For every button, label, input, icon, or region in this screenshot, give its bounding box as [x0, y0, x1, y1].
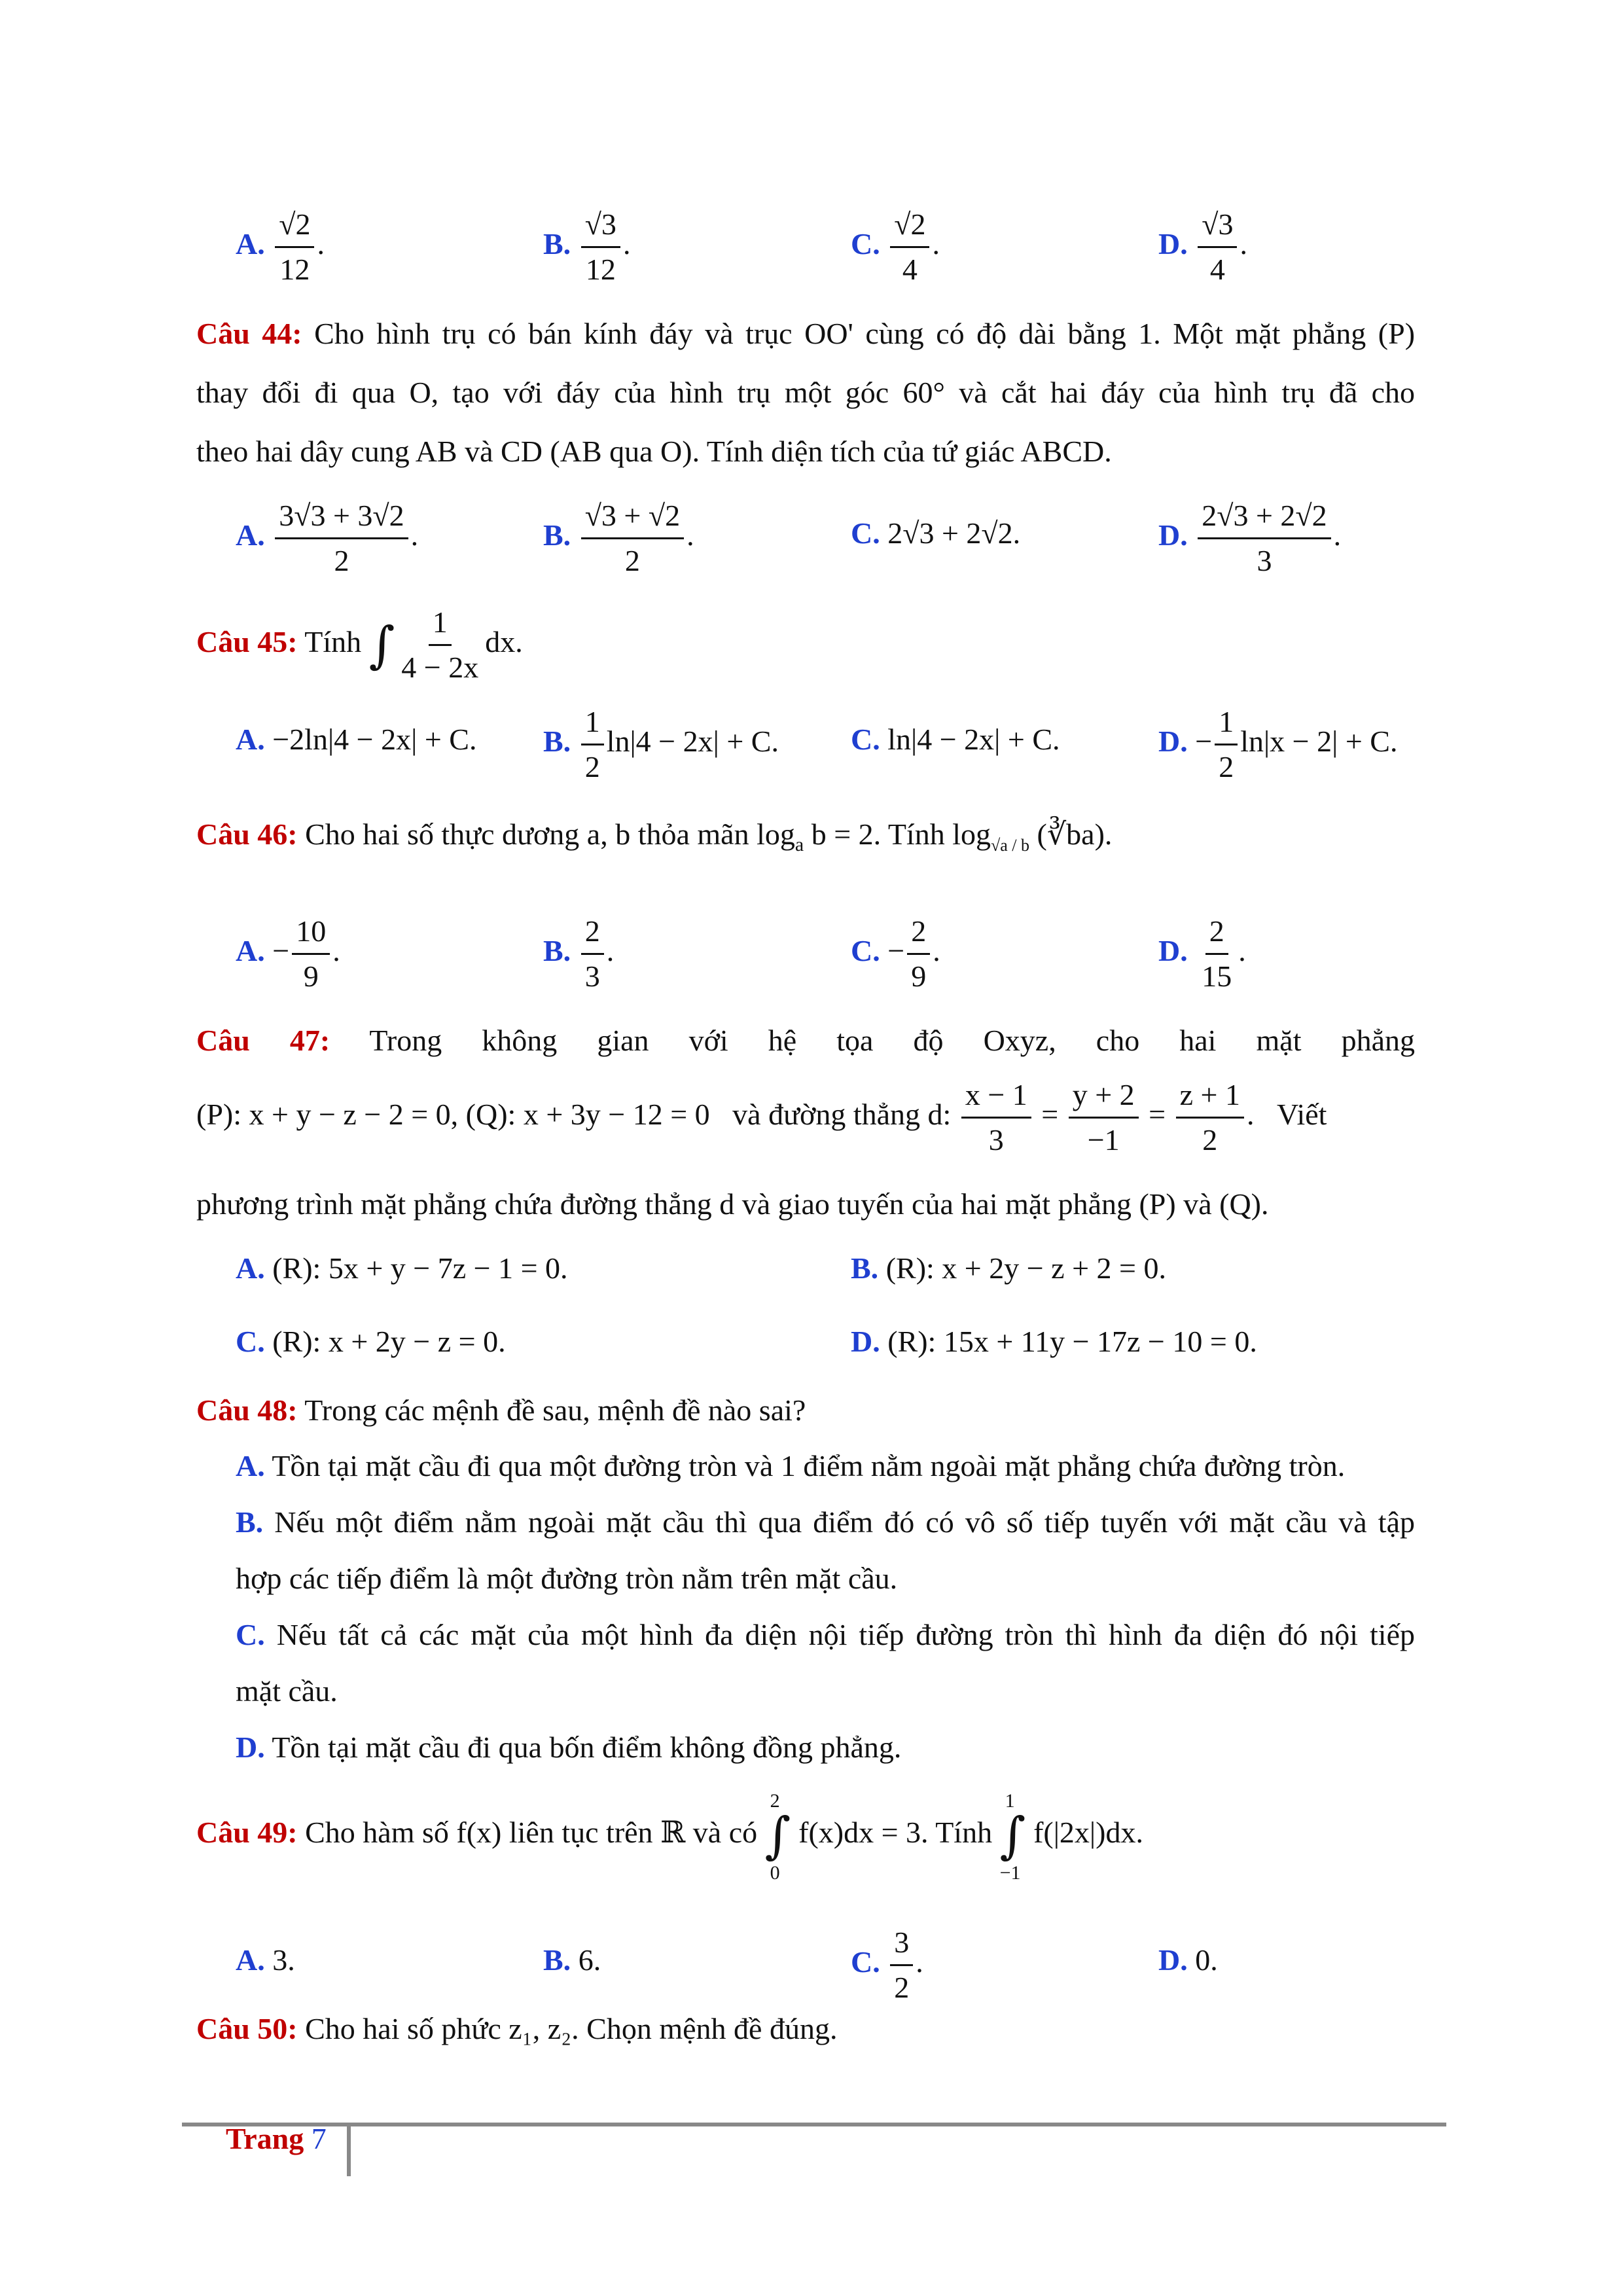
option-label: D. [851, 1325, 880, 1358]
q49-stem [196, 1790, 1143, 1884]
q45-option-a [236, 720, 476, 759]
q44-option-b: B. $\frac{√3 + √2}{2}$ . [543, 494, 694, 583]
numerator: 3 [890, 1921, 913, 1966]
question-label: Câu 45: [196, 625, 298, 659]
q48-option-d [236, 1728, 901, 1767]
footer-divider [182, 2123, 1446, 2126]
option-label: C. [236, 1325, 265, 1358]
q45-option-c [851, 720, 1060, 759]
denominator: 4 − 2x [401, 651, 479, 684]
option-text: 3. [272, 1943, 295, 1977]
denominator: 2 [334, 544, 349, 577]
question-label: Câu 49: [196, 1816, 298, 1849]
q44-line-2: thay đổi đi qua O, tạo với đáy của hình trụ một góc 60° và cắt hai đáy của hình trụ đã cho [196, 376, 1415, 409]
denominator: 15 [1202, 960, 1232, 993]
numerator: z + 1 [1176, 1073, 1244, 1119]
option-text: 2√3 + 2√2. [887, 516, 1021, 550]
option-text: ln|4 − 2x| + C. [887, 723, 1060, 756]
upper-limit: 2 [770, 1790, 780, 1812]
q48-stem [196, 1391, 806, 1430]
numerator: x − 1 [961, 1073, 1031, 1119]
option-label: C. [851, 227, 880, 261]
option-label: A. [236, 934, 265, 968]
option-label: B. [543, 725, 571, 759]
lower-limit: −1 [999, 1862, 1021, 1884]
question-label: Câu 47: [196, 1024, 330, 1057]
option-label: B. [543, 518, 571, 552]
option-label: A. [236, 1943, 265, 1977]
integral-body: f(x)dx = 3. Tính [798, 1816, 993, 1849]
q48-option-c-cont: mặt cầu. [236, 1674, 338, 1708]
question-label: Câu 48: [196, 1393, 298, 1427]
log-argument: (∛ba). [1037, 817, 1113, 851]
question-text: Trong các mệnh đề sau, mệnh đề nào sai? [304, 1393, 806, 1427]
log-base: a [794, 834, 804, 856]
log-base-fraction: √a / b [991, 836, 1030, 855]
q44-option-d: D. $\frac{2√3 + 2√2}{3}$ . [1158, 494, 1341, 583]
question-text-2: b = 2. Tính log [811, 817, 991, 851]
option-text: (R): 5x + y − 7z − 1 = 0. [272, 1251, 568, 1285]
denominator: 3 [584, 960, 600, 993]
numerator: 1 [1215, 700, 1238, 745]
denominator: 2 [624, 544, 640, 577]
minus-sign: − [887, 934, 905, 968]
option-label: B. [851, 1251, 879, 1285]
numerator: 2 [907, 910, 930, 955]
q43-option-d: D. $\frac{√3}{4}$ . [1158, 203, 1247, 291]
denominator: 2 [1202, 1123, 1218, 1157]
option-text: ln|x − 2| + C. [1240, 725, 1398, 759]
line-end: Viết [1276, 1098, 1327, 1132]
integral-sign-icon: ∫ [368, 615, 395, 674]
option-text: (R): 15x + 11y − 17z − 10 = 0. [887, 1325, 1257, 1358]
integral-1 [764, 1790, 791, 1884]
denominator: 3 [1257, 544, 1272, 577]
option-label: C. [851, 934, 880, 968]
question-text: Trong không gian với hệ tọa độ Oxyz, cho hai mặt phẳng [369, 1024, 1415, 1057]
page-footer [226, 2119, 327, 2159]
integral-sign-icon: ∫ [764, 1806, 791, 1865]
q46-option-a: A. − $\frac{10}{9}$ . [236, 910, 340, 998]
q43-option-a: A. $\frac{√2}{12}$ . [236, 203, 325, 291]
option-text: Nếu một điểm nằm ngoài mặt cầu thì qua điểm đó có vô số tiếp tuyến với mặt cầu và tập [274, 1505, 1415, 1539]
option-text: Tồn tại mặt cầu đi qua một đường tròn và 1 điểm nằm ngoài mặt phẳng chứa đường tròn. [272, 1449, 1346, 1482]
option-text: ln|4 − 2x| + C. [606, 725, 779, 759]
option-label: B. [236, 1505, 264, 1539]
q43-option-c: C. $\frac{√2}{4}$ . [851, 203, 940, 291]
option-label: B. [543, 1943, 571, 1977]
numerator: √3 [581, 203, 620, 248]
denominator: 4 [902, 253, 918, 286]
numerator: 1 [429, 601, 452, 646]
lower-limit: 0 [770, 1862, 780, 1884]
denominator: 2 [1219, 750, 1234, 783]
option-label: A. [236, 1449, 265, 1482]
option-label: D. [1158, 934, 1188, 968]
footer-separator [347, 2124, 351, 2176]
denominator: 4 [1209, 253, 1225, 286]
option-label: D. [236, 1731, 265, 1764]
numerator: √3 + √2 [581, 494, 684, 539]
denominator: 12 [585, 253, 616, 286]
option-label: D. [1158, 1943, 1188, 1977]
q45-option-b [543, 700, 779, 789]
question-text: Tính [304, 625, 362, 659]
numerator: √2 [275, 203, 314, 248]
option-text: −2ln|4 − 2x| + C. [272, 723, 477, 756]
integral-sign-icon: ∫ [999, 1806, 1026, 1865]
q46-option-c: C. − $\frac{2}{9}$ . [851, 910, 940, 998]
footer-label: Trang [226, 2122, 304, 2155]
q43-option-b: B. $\frac{√3}{12}$ . [543, 203, 630, 291]
option-text: Tồn tại mặt cầu đi qua bốn điểm không đồng phẳng. [272, 1731, 902, 1764]
q49-option-d [1158, 1941, 1218, 1980]
minus-sign: − [1195, 725, 1213, 759]
q47-option-b [851, 1249, 1166, 1288]
numerator: 1 [581, 700, 604, 745]
q49-option-c: C. $\frac{3}{2}$ . [851, 1921, 923, 2009]
denominator: 3 [988, 1123, 1004, 1157]
question-label: Câu 50: [196, 2012, 298, 2045]
numerator: √2 [890, 203, 929, 248]
q47-line-1 [196, 1021, 1415, 1060]
option-label: D. [1158, 227, 1188, 261]
upper-limit: 1 [1005, 1790, 1015, 1812]
option-text: Nếu tất cả các mặt của một hình đa diện nội tiếp đường tròn thì hình đa diện đó nội tiếp [276, 1618, 1415, 1651]
q44-option-a: A. $\frac{3√3 + 3√2}{2}$ . [236, 494, 418, 583]
differential: dx. [485, 625, 523, 659]
q45-stem [196, 601, 523, 689]
option-label: B. [543, 934, 571, 968]
line-text: và đường thẳng d: [732, 1098, 952, 1132]
q47-line-2: (P): x + y − z − 2 = 0, (Q): x + 3y − 12 = 0 và đường thẳng d: $\frac{x - 1}{3}$ = $\frac{y + 2}{-1}$ = $\frac{z + 1}{2}$ . Viết [196, 1073, 1415, 1162]
option-label: C. [851, 1945, 880, 1979]
integral-body-2: f(|2x|)dx. [1033, 1816, 1143, 1849]
q46-option-d: D. $\frac{2}{15}$ . [1158, 910, 1246, 998]
integral-2 [999, 1790, 1026, 1884]
option-label: C. [851, 516, 880, 550]
q44-line-3: theo hai dây cung AB và CD (AB qua O). Tính diện tích của tứ giác ABCD. [196, 435, 1112, 468]
q47-option-d [851, 1322, 1257, 1361]
q45-option-d [1158, 700, 1397, 789]
option-label: D. [1158, 518, 1188, 552]
option-text: 6. [578, 1943, 601, 1977]
q44-line-1 [196, 314, 1415, 353]
q48-option-c [236, 1615, 1415, 1655]
numerator: 2√3 + 2√2 [1198, 494, 1330, 539]
option-label: C. [236, 1618, 265, 1651]
option-text: (R): x + 2y − z + 2 = 0. [885, 1251, 1166, 1285]
q44-option-c [851, 514, 1020, 553]
option-label: A. [236, 518, 265, 552]
denominator: 2 [894, 1971, 910, 2004]
option-text: 0. [1195, 1943, 1218, 1977]
numerator: 10 [292, 910, 330, 955]
q46-stem [196, 815, 1112, 865]
denominator: −1 [1087, 1123, 1120, 1157]
numerator: √3 [1198, 203, 1237, 248]
q48-option-b-cont: hợp các tiếp điểm là một đường tròn nằm trên mặt cầu. [236, 1562, 898, 1595]
numerator: y + 2 [1069, 1073, 1139, 1119]
option-label: A. [236, 1251, 265, 1285]
option-label: D. [1158, 725, 1188, 759]
question-label: Câu 44: [196, 317, 302, 350]
minus-sign: − [272, 934, 290, 968]
option-label: C. [851, 723, 880, 756]
denominator: 9 [911, 960, 927, 993]
q47-option-c [236, 1322, 506, 1361]
question-text: Cho hàm số f(x) liên tục trên ℝ và có [305, 1816, 758, 1849]
numerator: 3√3 + 3√2 [275, 494, 408, 539]
option-label: B. [543, 227, 571, 261]
q48-option-a [236, 1446, 1345, 1486]
question-text: Cho hình trụ có bán kính đáy và trục OO' cùng có độ dài bằng 1. Một mặt phẳng (P) [314, 317, 1416, 350]
q47-line-3: phương trình mặt phẳng chứa đường thẳng d và giao tuyến của hai mặt phẳng (P) và (Q). [196, 1187, 1269, 1221]
q46-option-b: B. $\frac{2}{3}$ . [543, 910, 614, 998]
denominator: 9 [303, 960, 319, 993]
question-text: Cho hai số thực dương a, b thỏa mãn log [305, 817, 795, 851]
option-label: A. [236, 227, 265, 261]
question-label: Câu 46: [196, 817, 298, 851]
q48-option-b [236, 1503, 1415, 1542]
q50-stem [196, 2009, 837, 2049]
option-label: A. [236, 723, 265, 756]
q47-option-a [236, 1249, 568, 1288]
q49-option-a [236, 1941, 295, 1980]
denominator: 2 [584, 750, 600, 783]
q49-option-b [543, 1941, 601, 1980]
denominator: 12 [279, 253, 310, 286]
numerator: 2 [1205, 910, 1228, 955]
option-text: (R): x + 2y − z = 0. [272, 1325, 506, 1358]
page-number: 7 [311, 2122, 327, 2155]
planes-equations: (P): x + y − z − 2 = 0, (Q): x + 3y − 12 = 0 [196, 1098, 710, 1132]
numerator: 2 [581, 910, 604, 955]
question-text: Cho hai số phức z₁, z₂. Chọn mệnh đề đúng. [305, 2012, 838, 2045]
